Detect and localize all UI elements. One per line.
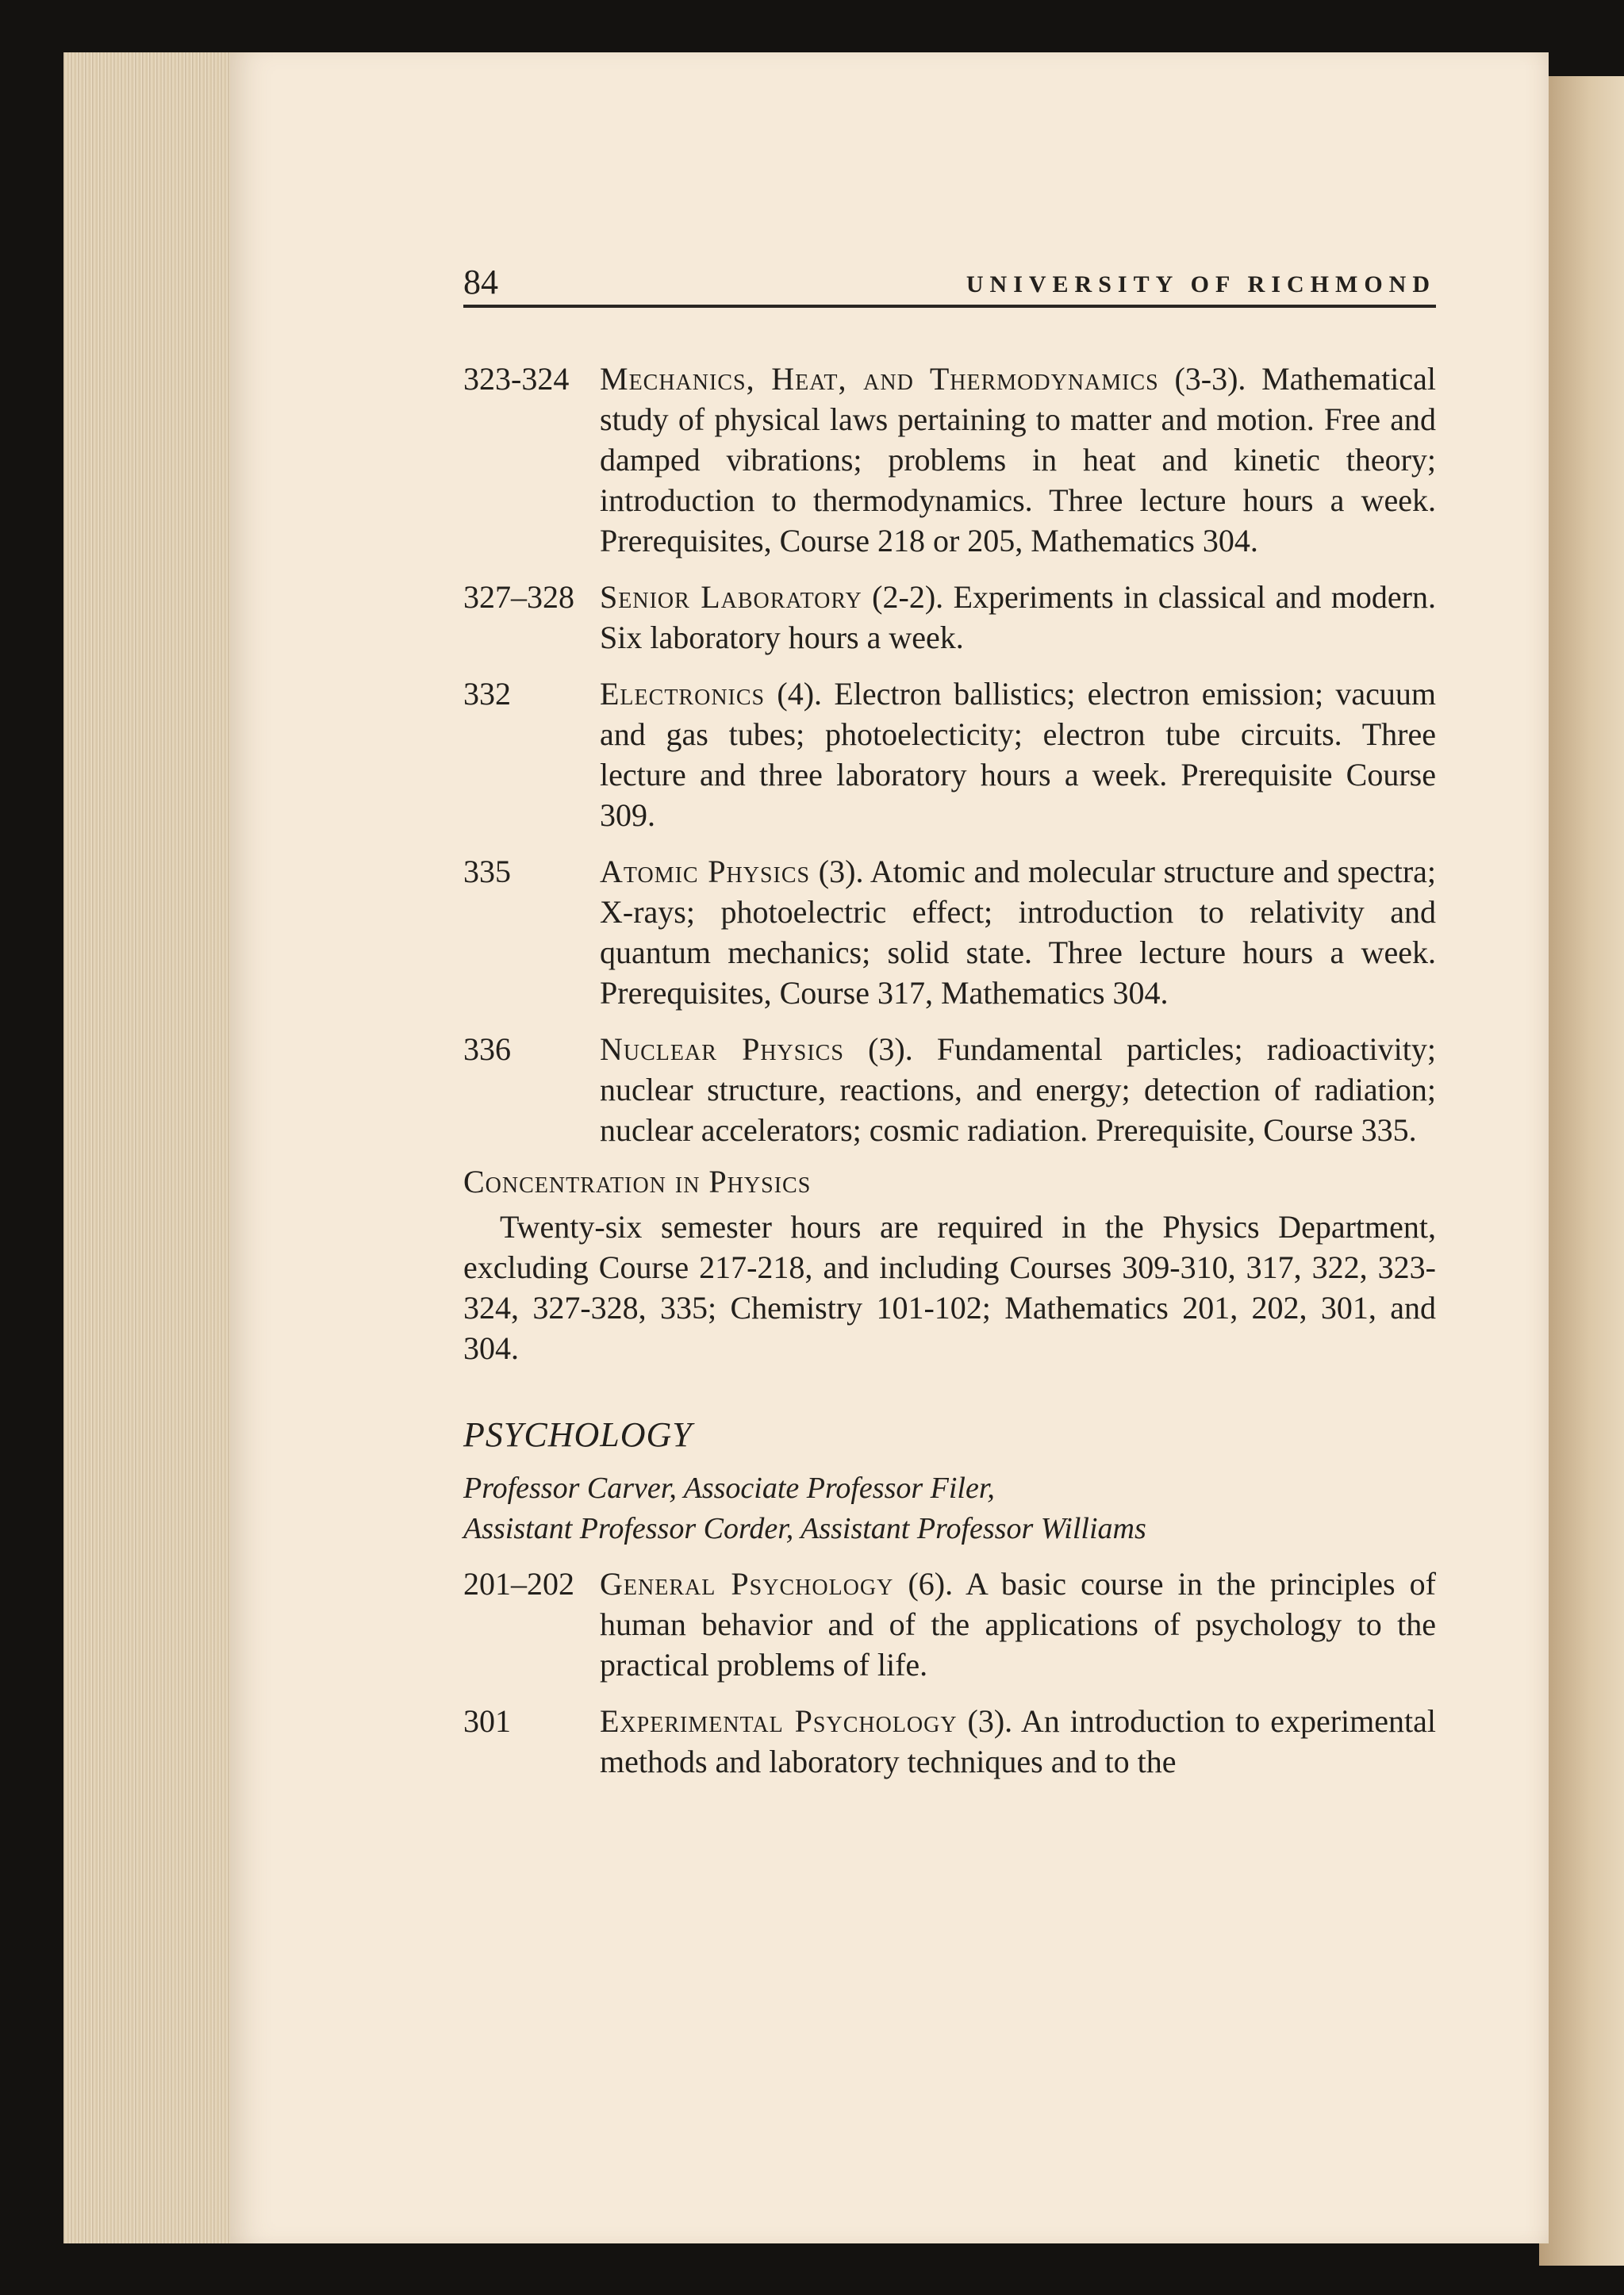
physics-course-list xyxy=(463,359,1436,1150)
page-header xyxy=(463,255,1436,308)
concentration-text: Twenty-six semester hours are required in the Physics Department, excluding Course 217-218, and including Courses 309-310, 317, 322, 323-324, 327-328, 335; Chemistry 101-102; Mathematics 201, 202, 301, and 304. xyxy=(463,1209,1436,1366)
course-title: Atomic Physics xyxy=(600,854,811,889)
course-credits: (2-2). xyxy=(872,579,944,615)
course-description xyxy=(600,1701,1436,1782)
running-head: UNIVERSITY OF RICHMOND xyxy=(966,271,1436,297)
psychology-course-list xyxy=(463,1564,1436,1782)
course-number: 301 xyxy=(463,1703,511,1739)
course-description xyxy=(600,851,1436,1013)
course-title: Nuclear Physics xyxy=(600,1031,844,1067)
course-number: 335 xyxy=(463,854,511,889)
course-description xyxy=(600,359,1436,561)
course-number: 336 xyxy=(463,1031,511,1067)
facing-page-edge xyxy=(1539,76,1624,2266)
department-heading: PSYCHOLOGY xyxy=(463,1415,693,1454)
course-entry xyxy=(463,1029,1436,1150)
faculty-line: Assistant Professor Corder, Assistant Professor Williams xyxy=(463,1512,1146,1545)
page-number: 84 xyxy=(463,263,498,301)
course-credits: (3). xyxy=(868,1031,913,1067)
course-entry xyxy=(463,1564,1436,1685)
course-title: Experimental Psychology xyxy=(600,1703,958,1739)
course-description xyxy=(600,1564,1436,1685)
course-entry xyxy=(463,577,1436,658)
course-text: Atomic and molecular structure and spectra; X-rays; photoelectric effect; introduction to relativity and quantum mechanics; solid state. Three lecture hours a week. Prerequisites, Course 317, Mathematics 304. xyxy=(600,854,1437,1011)
course-entry xyxy=(463,851,1436,1013)
course-credits: (3-3). xyxy=(1174,361,1246,397)
course-title: General Psychology xyxy=(600,1566,894,1602)
course-title: Senior Laboratory xyxy=(600,579,862,615)
page-content xyxy=(463,255,1436,1782)
course-entry xyxy=(463,674,1436,835)
course-credits: (6). xyxy=(908,1566,954,1602)
faculty-list xyxy=(463,1468,1436,1549)
course-text: Fundamental particles; radioactivity; nuclear structure, reactions, and energy; detection of radiation; nuclear accelerators; cosmic radiation. Prerequisite, Course 335. xyxy=(600,1031,1437,1148)
course-number: 201–202 xyxy=(463,1566,574,1602)
course-description xyxy=(600,1029,1436,1150)
course-number: 323-324 xyxy=(463,361,570,397)
course-credits: (3). xyxy=(967,1703,1013,1739)
course-text: Electron ballistics; electron emission; vacuum and gas tubes; photoelecticity; electron tube circuits. Three lecture and three laboratory hours a week. Prerequisite Course 309. xyxy=(600,676,1437,833)
course-description xyxy=(600,577,1436,658)
course-title: Mechanics, Heat, and Thermodynamics xyxy=(600,361,1159,397)
course-entry xyxy=(463,1701,1436,1782)
course-description xyxy=(600,674,1436,835)
course-credits: (3). xyxy=(818,854,864,889)
concentration-heading: Concentration in Physics xyxy=(463,1164,812,1199)
course-number: 332 xyxy=(463,676,511,712)
page-edges xyxy=(63,52,238,2243)
course-text: Mathematical study of physical laws pertaining to matter and motion. Free and damped vibrations; problems in heat and kinetic theory; introduction to thermodynamics. Three lecture hours a week. Prerequisites, Course 218 or 205, Mathematics 304. xyxy=(600,361,1437,558)
course-credits: (4). xyxy=(777,676,823,712)
course-number: 327–328 xyxy=(463,579,574,615)
course-title: Electronics xyxy=(600,676,766,712)
faculty-line: Professor Carver, Associate Professor Filer, xyxy=(463,1472,995,1505)
course-text: Experiments in classical and modern. Six laboratory hours a week. xyxy=(600,579,1437,655)
course-entry xyxy=(463,359,1436,561)
course-text: A basic course in the principles of human behavior and of the applications of psychology to the practical problems of life. xyxy=(600,1566,1437,1683)
course-text: An introduction to experimental methods and laboratory techniques and to the xyxy=(600,1703,1437,1779)
